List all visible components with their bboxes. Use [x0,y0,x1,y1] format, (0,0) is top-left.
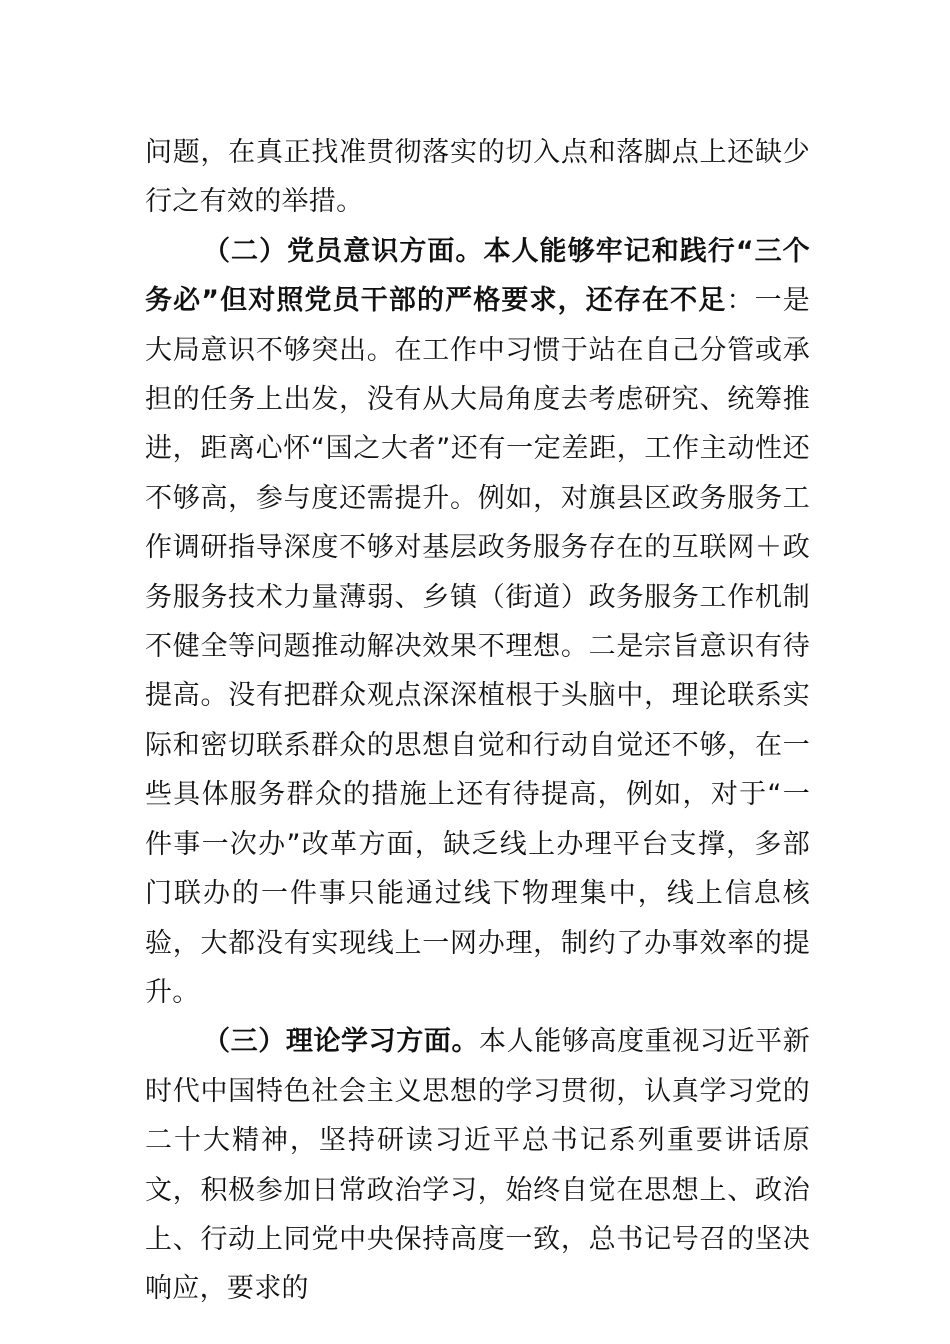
paragraph-2-text: ：一是大局意识不够突出。在工作中习惯于站在自己分管或承担的任务上出发，没有从大局角度去考虑研究、统筹推进，距离心怀“国之大者”还有一定差距，工作主动性还不够高，参与度还需提升。例如，对旗县区政务服务工作调研指导深度不够对基层政务服务存在的互联网＋政务服务技术力量薄弱、乡镇（街道）政务服务工作机制不健全等问题推动解决效果不理想。二是宗旨意识有待提高。没有把群众观点深深植根于头脑中，理论联系实际和密切联系群众的思想自觉和行动自觉还不够，在一些具体服务群众的措施上还有待提高，例如，对于“一件事一次办”改革方面，缺乏线上办理平台支撑，多部门联办的一件事只能通过线下物理集中，线上信息核验，大都没有实现线上一网办理，制约了办事效率的提升。 [145,285,810,1008]
paragraph-3-text: 本人能够高度重视习近平新时代中国特色社会主义思想的学习贯彻，认真学习党的二十大精神，坚持研读习近平总书记系列重要讲话原文，积极参加日常政治学习，始终自觉在思想上、政治上、行动上同党中央保持高度一致，总书记号召的坚决响应，要求的 [145,1026,810,1305]
paragraph-1-text: 问题，在真正找准贯彻落实的切入点和落脚点上还缺少行之有效的举措。 [145,137,810,218]
paragraph-1 [145,128,810,227]
paragraph-2-heading: （二）党员意识方面。本人能够牢记和践行“三个务必”但对照党员干部的严格要求，还存在不足 [145,235,810,317]
paragraph-2 [145,227,810,1018]
paragraph-3-heading: （三）理论学习方面。 [203,1026,480,1058]
paragraph-3 [145,1017,810,1313]
document-body [145,128,810,1314]
